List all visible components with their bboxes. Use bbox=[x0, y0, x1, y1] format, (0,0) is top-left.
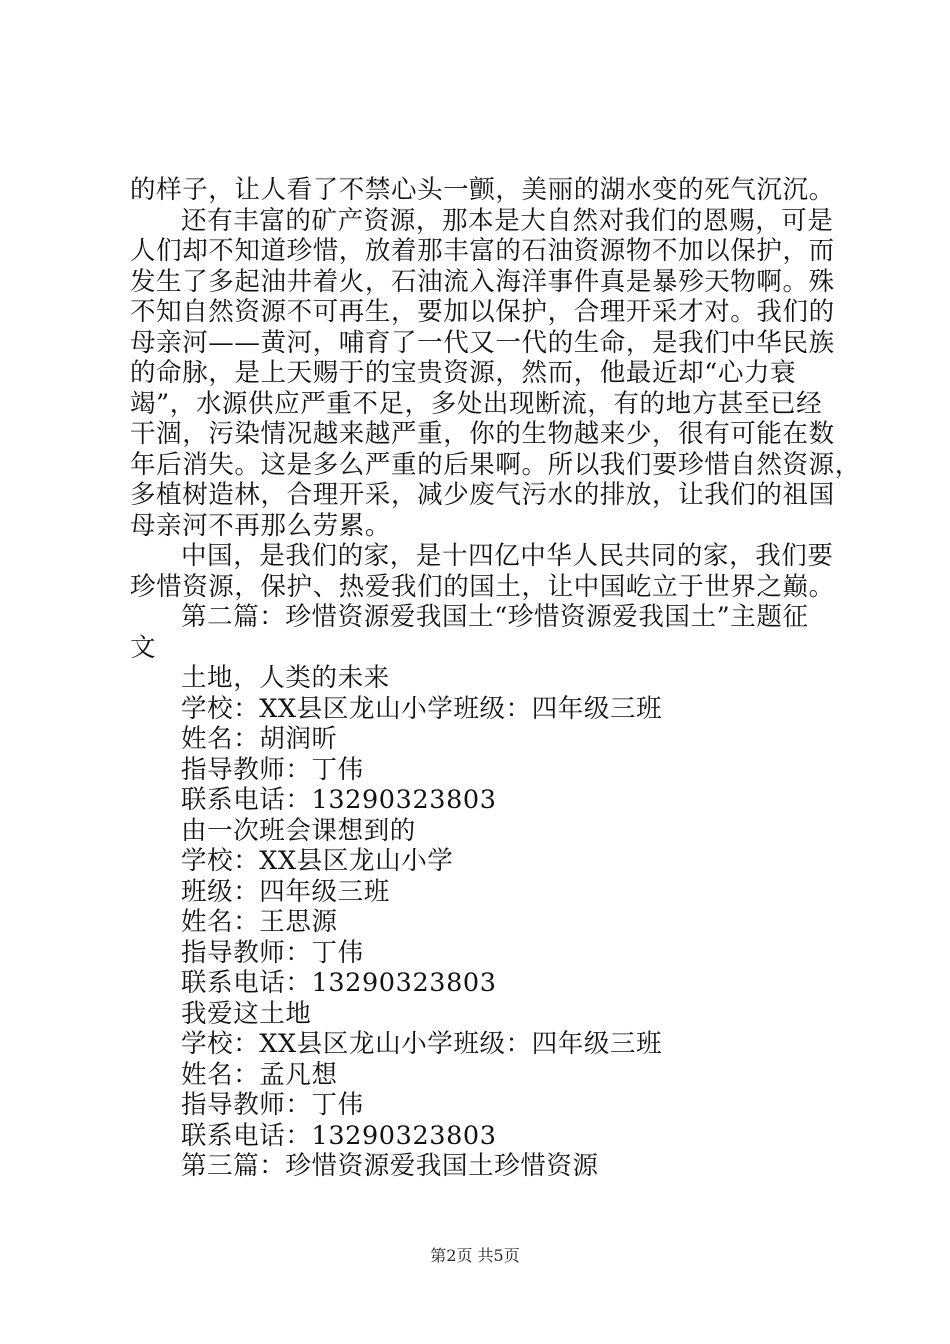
text-line: 文 bbox=[130, 632, 157, 663]
page-footer: 第2页 共5页 bbox=[430, 1246, 520, 1265]
text-line: 学校：XX县区龙山小学班级：四年级三班 bbox=[181, 693, 663, 724]
text-line: 干涸，污染情况越来越严重，你的生物越来少，很有可能在数 bbox=[130, 419, 835, 449]
text-line: 姓名：王思源 bbox=[181, 907, 338, 937]
text-line: 姓名：胡润昕 bbox=[181, 724, 338, 754]
text-line: 珍惜资源，保护、热爱我们的国土，让中国屹立于世界之巅。 bbox=[130, 571, 835, 602]
text-line: 我爱这土地 bbox=[181, 998, 312, 1029]
text-line: 土地，人类的未来 bbox=[181, 663, 390, 693]
text-line: 中国，是我们的家，是十四亿中华人民共同的家，我们要 bbox=[181, 541, 834, 571]
text-line: 第三篇：珍惜资源爱我国土珍惜资源 bbox=[181, 1151, 599, 1181]
text-line: 第二篇：珍惜资源爱我国土“珍惜资源爱我国土”主题征 bbox=[181, 602, 809, 632]
text-line: 学校：XX县区龙山小学班级：四年级三班 bbox=[181, 1029, 663, 1059]
text-line: 年后消失。这是多么严重的后果啊。所以我们要珍惜自然资源， bbox=[130, 449, 861, 480]
text-line: 人们却不知道珍惜，放着那丰富的石油资源物不加以保护，而 bbox=[130, 236, 835, 266]
text-line: 指导教师：丁伟 bbox=[181, 1090, 364, 1120]
text-line: 还有丰富的矿产资源，那本是大自然对我们的恩赐，可是 bbox=[181, 205, 834, 236]
text-line: 班级：四年级三班 bbox=[181, 876, 390, 907]
text-line: 母亲河不再那么劳累。 bbox=[130, 510, 392, 541]
text-line: 指导教师：丁伟 bbox=[181, 937, 364, 968]
text-line: 指导教师：丁伟 bbox=[181, 754, 364, 785]
text-line: 学校：XX县区龙山小学 bbox=[181, 846, 454, 876]
text-line: 的命脉，是上天赐于的宝贵资源，然而，他最近却“心力衰 bbox=[130, 358, 797, 388]
text-line: 的样子，让人看了不禁心头一颤，美丽的湖水变的死气沉沉。 bbox=[130, 175, 835, 205]
text-line: 联系电话：13290323803 bbox=[181, 785, 497, 815]
document-body bbox=[130, 175, 861, 1182]
text-line: 母亲河——黄河，哺育了一代又一代的生命，是我们中华民族 bbox=[130, 327, 835, 358]
text-line: 多植树造林，合理开采，减少废气污水的排放，让我们的祖国 bbox=[130, 480, 835, 510]
text-line: 联系电话：13290323803 bbox=[181, 968, 497, 998]
text-line: 竭”，水源供应严重不足，多处出现断流，有的地方甚至已经 bbox=[130, 388, 823, 419]
text-line: 姓名：孟凡想 bbox=[181, 1059, 338, 1090]
text-line: 不知自然资源不可再生，要加以保护，合理开采才对。我们的 bbox=[130, 297, 835, 327]
text-line: 联系电话：13290323803 bbox=[181, 1120, 497, 1151]
text-line: 由一次班会课想到的 bbox=[181, 815, 416, 846]
text-line: 发生了多起油井着火，石油流入海洋事件真是暴殄天物啊。殊 bbox=[130, 266, 835, 297]
